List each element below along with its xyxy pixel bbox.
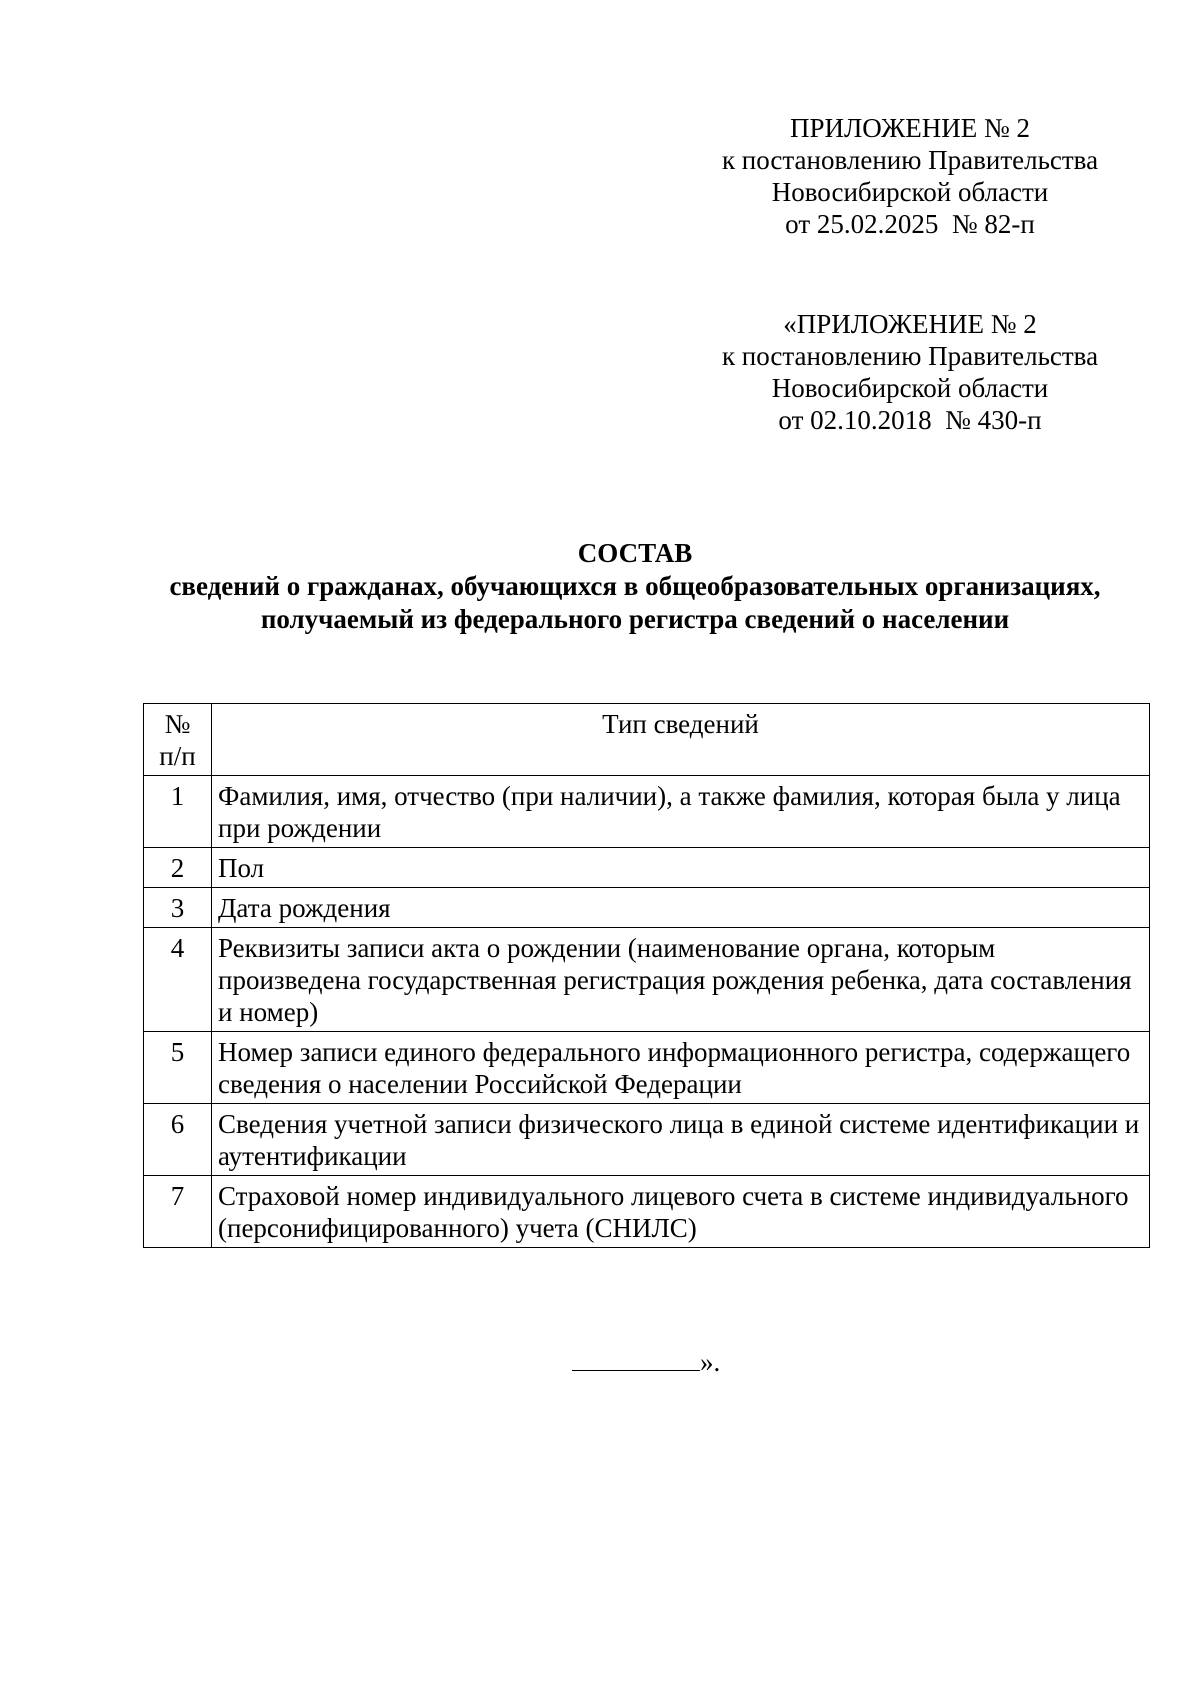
table-row [144,848,1150,888]
table-row [144,928,1150,1032]
attachment-region: Новосибирской области [771,373,1049,403]
row-text: Страховой номер индивидуального лицевого счета в системе индивидуального (персонифицированного) учета (СНИЛС) [212,1176,1150,1248]
attachment-title: ПРИЛОЖЕНИЕ № 2 [789,113,1031,143]
row-number: 5 [144,1032,212,1104]
header-type: Тип сведений [212,704,1150,776]
row-number: 4 [144,928,212,1032]
document-subtitle-line-1: сведений о гражданах, обучающихся в общеобразовательных организациях, [169,571,1101,601]
attachment-date-number: от 25.02.2025 № 82-п [785,209,1035,239]
header-number [144,704,212,776]
row-number: 6 [144,1104,212,1176]
row-text: Фамилия, имя, отчество (при наличии), а также фамилия, которая была у лица при рождении [212,776,1150,848]
closing-mark [572,1346,720,1378]
closing-quote: ». [700,1347,721,1377]
attachment-region: Новосибирской области [771,177,1049,207]
table-row [144,776,1150,848]
header-number-abbrev: п/п [159,741,196,771]
attachment-header-new [680,112,1140,240]
signature-blank-line [572,1346,700,1371]
attachment-title: «ПРИЛОЖЕНИЕ № 2 [783,309,1037,339]
attachment-resolution: к постановлению Правительства [721,341,1099,371]
header-number-symbol: № [164,709,191,739]
information-types-table [143,703,1150,1248]
table-row [144,1104,1150,1176]
row-text: Номер записи единого федерального информационного регистра, содержащего сведения о населении Российской Федерации [212,1032,1150,1104]
row-number: 3 [144,888,212,928]
row-text: Пол [212,848,1150,888]
attachment-resolution: к постановлению Правительства [721,145,1099,175]
row-text: Дата рождения [212,888,1150,928]
table-header-row [144,704,1150,776]
row-text: Сведения учетной записи физического лица в единой системе идентификации и аутентификации [212,1104,1150,1176]
document-title-block [100,537,1170,636]
table-row [144,1176,1150,1248]
attachment-date-number: от 02.10.2018 № 430-п [778,405,1042,435]
row-number: 2 [144,848,212,888]
table-row [144,888,1150,928]
document-title: СОСТАВ [577,538,693,568]
row-text: Реквизиты записи акта о рождении (наименование органа, которым произведена государственная регистрация рождения ребенка, дата составления и номер) [212,928,1150,1032]
attachment-header-old [680,308,1140,436]
document-subtitle-line-2: получаемый из федерального регистра сведений о населении [260,604,1010,634]
row-number: 1 [144,776,212,848]
table-row [144,1032,1150,1104]
row-number: 7 [144,1176,212,1248]
